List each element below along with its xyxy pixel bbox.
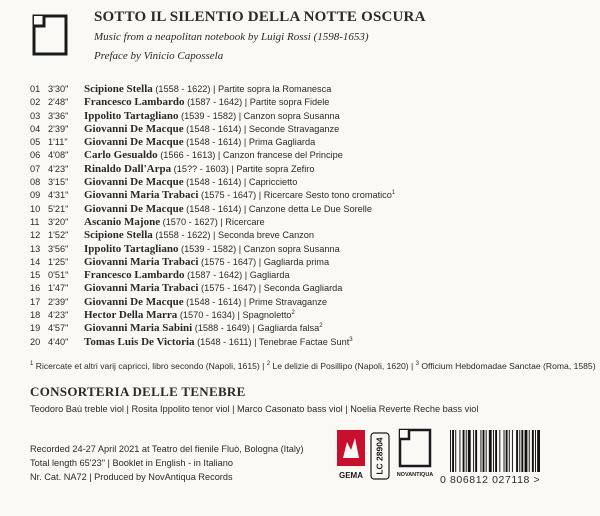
track-details: (1558 - 1622) | Seconda breve Canzon	[152, 230, 314, 241]
track-composer: Scipione Stella	[84, 229, 153, 242]
gema-logo-icon	[335, 428, 367, 482]
album-title: SOTTO IL SILENTIO DELLA NOTTE OSCURA	[94, 9, 426, 25]
track-duration: 3'36"	[48, 110, 69, 121]
track-composer: Francesco Lambardo	[84, 96, 185, 109]
track-composer: Carlo Gesualdo	[84, 149, 158, 162]
track-row	[30, 296, 590, 309]
track-row	[30, 309, 590, 322]
track-duration: 4'31"	[48, 190, 69, 201]
track-details: (1548 - 1614) | Prime Stravaganze	[183, 296, 327, 307]
track-footnote-marker: 3	[349, 336, 353, 343]
lc-logo-icon	[370, 432, 390, 480]
track-duration: 3'20"	[48, 216, 69, 227]
track-duration: 4'57"	[48, 323, 69, 334]
track-number: 15	[30, 270, 41, 281]
preface-credit: Preface by Vinicio Capossela	[94, 50, 224, 62]
track-row	[30, 149, 590, 162]
track-composer: Giovanni De Macque	[84, 136, 184, 149]
track-details: (1548 - 1614) | Seconde Stravaganze	[183, 123, 340, 134]
track-composer: Scipione Stella	[84, 83, 153, 95]
track-details: (1539 - 1582) | Canzon sopra Susanna	[178, 110, 340, 121]
track-details: (1587 - 1642) | Gagliarda	[184, 270, 290, 281]
barcode-digits: 0 806812 027118 >	[440, 474, 541, 486]
track-duration: 4'23"	[48, 163, 69, 174]
footnotes	[30, 361, 596, 371]
footnote-marker: 1	[30, 361, 34, 368]
track-duration: 5'21"	[48, 203, 69, 214]
track-row	[30, 136, 590, 149]
track-footnote-marker: 1	[391, 190, 396, 197]
track-number: 12	[30, 230, 41, 241]
track-details: (15?? - 1603) | Partite sopra Zefiro	[171, 163, 315, 174]
footnote-text: Ricercate et altri varij capricci, libro secondo (Napoli, 1615) |	[33, 361, 267, 371]
track-row	[30, 256, 590, 269]
lc-label: LC 28904	[374, 437, 385, 475]
track-duration: 4'23"	[48, 310, 69, 321]
track-duration: 0'51"	[48, 270, 69, 281]
track-composer: Giovanni Maria Trabaci	[84, 255, 199, 268]
track-row	[30, 123, 590, 136]
track-footnote-marker: 2	[291, 309, 295, 316]
track-details: (1548 - 1614) | Canzone detta Le Due Sorelle	[183, 203, 372, 214]
track-number: 16	[30, 283, 41, 294]
track-composer: Giovanni Maria Trabaci	[84, 189, 199, 202]
track-number: 09	[30, 190, 41, 201]
label-logo-icon	[30, 12, 70, 58]
track-row	[30, 282, 590, 295]
track-row	[30, 189, 590, 202]
track-row	[30, 322, 590, 335]
track-number: 07	[30, 163, 41, 174]
footnote-marker: 3	[415, 361, 419, 368]
track-number: 08	[30, 177, 41, 188]
track-list	[30, 83, 590, 349]
track-composer: Ippolito Tartagliano	[84, 242, 179, 255]
track-row	[30, 176, 590, 189]
track-details: (1570 - 1627) | Ricercare	[160, 216, 265, 227]
track-details: (1548 - 1611) | Tenebrae Factae Sunt	[194, 336, 350, 347]
track-row	[30, 83, 590, 96]
track-composer: Giovanni De Macque	[84, 176, 184, 189]
track-duration: 1'25"	[48, 256, 69, 267]
footnote-text: Officium Hebdomadae Sanctae (Roma, 1585)	[418, 361, 596, 371]
track-number: 14	[30, 256, 41, 267]
track-row	[30, 163, 590, 176]
track-details: (1548 - 1614) | Prima Gagliarda	[183, 137, 316, 148]
track-number: 19	[30, 323, 41, 334]
novantiqua-label: NOVANTIQUA	[396, 472, 434, 478]
footnote-marker: 2	[266, 361, 271, 368]
track-number: 18	[30, 310, 41, 321]
track-number: 01	[30, 84, 41, 94]
track-row	[30, 243, 590, 256]
track-details: (1575 - 1647) | Gagliarda prima	[198, 256, 330, 267]
footnote-text: Le delizie di Posillipo (Napoli, 1620) |	[270, 361, 416, 371]
track-number: 05	[30, 137, 41, 148]
track-composer: Giovanni Maria Sabini	[84, 322, 193, 335]
track-composer: Giovanni Maria Trabaci	[84, 282, 199, 295]
credit-line: Recorded 24-27 April 2021 at Teatro del fienile Fluò, Bologna (Italy)	[30, 444, 304, 454]
track-details: (1575 - 1647) | Seconda Gagliarda	[198, 283, 343, 294]
track-row	[30, 216, 590, 229]
track-details: (1587 - 1642) | Partite sopra Fidele	[184, 97, 330, 108]
track-composer: Giovanni De Macque	[84, 122, 184, 135]
ensemble-name: CONSORTERIA DELLE TENEBRE	[30, 384, 246, 399]
track-duration: 4'40"	[48, 336, 69, 347]
track-composer: Hector Della Marra	[84, 309, 178, 322]
track-row	[30, 203, 590, 216]
track-number: 06	[30, 150, 41, 161]
track-duration: 1'52"	[48, 230, 69, 241]
track-composer: Giovanni De Macque	[84, 202, 184, 215]
track-composer: Tomas Luis De Victoria	[84, 335, 195, 348]
recording-credits	[30, 442, 304, 484]
gema-label: GEMA	[339, 471, 363, 480]
track-row	[30, 229, 590, 242]
track-details: (1558 - 1622) | Partite sopra la Romanesca	[152, 84, 332, 94]
track-composer: Ippolito Tartagliano	[84, 109, 179, 122]
track-duration: 2'48"	[48, 97, 69, 108]
credit-line: Nr. Cat. NA72 | Produced by NovAntiqua Records	[30, 472, 233, 482]
track-number: 11	[30, 216, 40, 227]
track-row	[30, 110, 590, 123]
track-duration: 1'11"	[48, 137, 68, 148]
track-row	[30, 96, 590, 109]
credit-line: Total length 65'23" | Booklet in English - in Italiano	[30, 458, 234, 468]
novantiqua-logo-icon	[396, 428, 434, 480]
ensemble-players: Teodoro Baù treble viol | Rosita Ippolito tenor viol | Marco Casonato bass viol | Noelia Reverte Reche bass viol	[30, 404, 479, 414]
track-details: (1588 - 1649) | Gagliarda falsa	[192, 323, 320, 334]
track-duration: 3'15"	[48, 177, 69, 188]
track-composer: Francesco Lambardo	[84, 269, 185, 282]
track-duration: 4'08"	[48, 150, 69, 161]
track-duration: 1'47"	[48, 283, 69, 294]
track-details: (1539 - 1582) | Canzon sopra Susanna	[178, 243, 340, 254]
track-duration: 3'30"	[48, 84, 69, 94]
album-subtitle: Music from a neapolitan notebook by Luigi Rossi (1598-1653)	[94, 31, 369, 43]
track-number: 03	[30, 110, 41, 121]
track-number: 13	[30, 243, 41, 254]
track-duration: 3'56"	[48, 243, 69, 254]
track-number: 02	[30, 97, 41, 108]
track-composer: Giovanni De Macque	[84, 295, 184, 308]
track-row	[30, 269, 590, 282]
track-number: 20	[30, 336, 41, 347]
track-composer: Rinaldo Dall'Arpa	[84, 162, 172, 175]
track-number: 04	[30, 123, 41, 134]
track-composer: Ascanio Majone	[84, 215, 161, 228]
track-number: 10	[30, 203, 41, 214]
track-number: 17	[30, 296, 41, 307]
track-details: (1566 - 1613) | Canzon francese del Principe	[157, 150, 343, 161]
track-footnote-marker: 2	[319, 323, 323, 330]
track-duration: 2'39"	[48, 123, 69, 134]
track-details: (1548 - 1614) | Capriccietto	[183, 177, 298, 188]
track-details: (1570 - 1634) | Spagnoletto	[177, 310, 292, 321]
track-duration: 2'39"	[48, 296, 69, 307]
track-row	[30, 336, 590, 349]
track-details: (1575 - 1647) | Ricercare Sesto tono cromatico	[198, 190, 392, 201]
